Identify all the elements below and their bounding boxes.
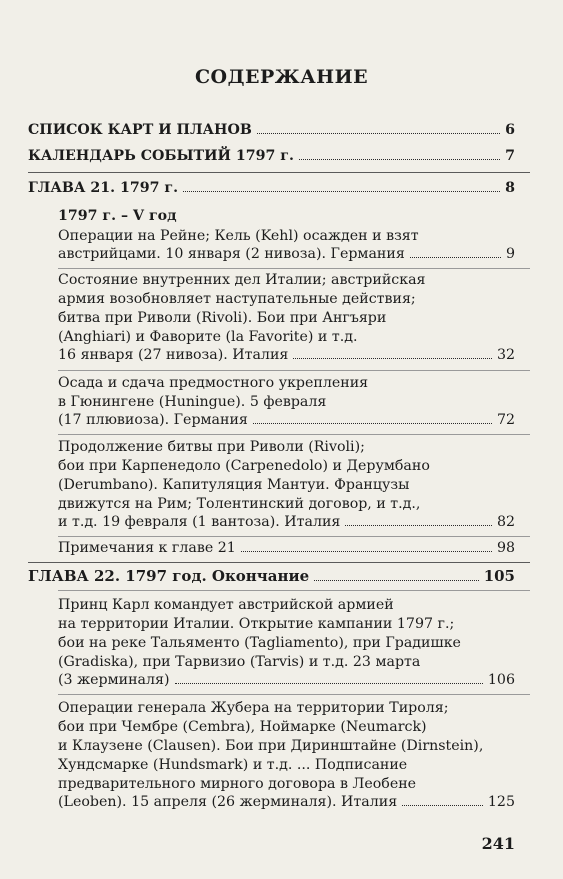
toc-entry-title: 16 января (27 нивоза). Италия — [58, 347, 289, 363]
entry-text-line: предварительного мирного договора в Леобене — [58, 776, 417, 792]
toc-subentry[interactable] — [0, 512, 563, 532]
entry-text-line: Операции генерала Жубера на территории Тироля; — [58, 700, 449, 716]
leader-dots — [410, 257, 501, 258]
toc-entry-title: (3 жерминаля) — [58, 672, 170, 688]
entry-text-line: битва при Риволи (Rivoli). Бои при Ангъяри — [58, 310, 387, 326]
toc-subentry[interactable] — [0, 244, 563, 264]
toc-entry-page: 125 — [487, 794, 515, 810]
entry-text-line: движутся на Рим; Толентинский договор, и т.д., — [58, 496, 421, 512]
toc-entry-page: 72 — [496, 412, 515, 428]
leader-dots — [257, 133, 500, 134]
entry-text-line: бои на реке Тальяменто (Tagliamento), при Градишке — [58, 635, 461, 651]
toc-subentry[interactable] — [0, 345, 563, 365]
toc-entry-page: 8 — [505, 180, 515, 196]
leader-dots — [293, 358, 492, 359]
entry-text-line: армия возобновляет наступательные действия; — [58, 291, 416, 307]
toc-entry-page: 32 — [496, 347, 515, 363]
toc-entry-title: ГЛАВА 22. 1797 год. Окончание — [28, 567, 310, 585]
entry-divider — [58, 370, 530, 371]
entry-divider — [58, 536, 530, 537]
leader-dots — [402, 805, 483, 806]
leader-dots — [183, 191, 500, 192]
entry-text-line: (Derumbano). Капитуляция Мантуи. Французы — [58, 477, 410, 493]
toc-entry-page: 105 — [483, 567, 515, 585]
entry-text-line: (Anghiari) и Фаворите (la Favorite) и т.д. — [58, 329, 358, 345]
toc-subentry[interactable] — [0, 670, 563, 690]
entry-text-line: Продолжение битвы при Риволи (Rivoli); — [58, 439, 365, 455]
toc-subentry[interactable] — [0, 410, 563, 430]
leader-dots — [253, 423, 492, 424]
toc-entry-page: 7 — [505, 148, 515, 164]
section-divider — [28, 172, 530, 173]
toc-entry-title: ГЛАВА 21. 1797 г. — [28, 180, 179, 196]
entry-text-line: на территории Италии. Открытие кампании 1797 г.; — [58, 616, 455, 632]
leader-dots — [345, 525, 492, 526]
entry-divider — [58, 434, 530, 435]
toc-entry-chapter-21[interactable] — [0, 178, 563, 198]
page-title: СОДЕРЖАНИЕ — [194, 66, 369, 88]
entry-text-line: (Gradiska), при Тарвизио (Tarvis) и т.д. 23 марта — [58, 654, 421, 670]
leader-dots — [175, 683, 483, 684]
entry-text-line: бои при Карпенедоло (Carpenedolo) и Дерумбано — [58, 458, 430, 474]
entry-text-line: бои при Чембре (Cembra), Ноймарке (Neumarck) — [58, 719, 427, 735]
toc-entry-title: СПИСОК КАРТ И ПЛАНОВ — [28, 122, 252, 138]
toc-entry-page: 82 — [496, 514, 515, 530]
entry-text-line: Хундсмарке (Hundsmark) и т.д. ... Подписание — [58, 757, 408, 773]
entry-text-line: Осада и сдача предмостного укрепления — [58, 375, 369, 391]
entry-divider — [58, 590, 530, 591]
entry-text-line: в Гюнингене (Huningue). 5 февраля — [58, 394, 327, 410]
page-number: 241 — [481, 834, 515, 853]
toc-entry-page: 106 — [487, 672, 515, 688]
toc-entry-title: КАЛЕНДАРЬ СОБЫТИЙ 1797 г. — [28, 148, 294, 164]
entry-text-line: Принц Карл командует австрийской армией — [58, 597, 394, 613]
toc-entry-title: австрийцами. 10 января (2 нивоза). Германия — [58, 246, 405, 262]
entry-divider — [58, 694, 530, 695]
section-divider — [28, 562, 530, 563]
toc-entry-title: Примечания к главе 21 — [58, 540, 236, 556]
entry-text-line: Состояние внутренних дел Италии; австрийская — [58, 272, 426, 288]
toc-entry-calendar[interactable] — [0, 146, 563, 166]
toc-subentry[interactable] — [0, 792, 563, 812]
toc-entry-chapter-22[interactable] — [0, 566, 563, 586]
toc-entry-page: 9 — [505, 246, 515, 262]
leader-dots — [299, 159, 500, 160]
leader-dots — [241, 551, 492, 552]
toc-entry-page: 6 — [505, 122, 515, 138]
toc-entry-title: (17 плювиоза). Германия — [58, 412, 248, 428]
toc-subentry-notes[interactable] — [0, 538, 563, 558]
entry-divider — [58, 268, 530, 269]
entry-text-line: Операции на Рейне; Кель (Kehl) осажден и взят — [58, 228, 419, 244]
toc-entry-maps[interactable] — [0, 120, 563, 140]
toc-entry-page: 98 — [496, 540, 515, 556]
toc-entry-title: (Leoben). 15 апреля (26 жерминаля). Италия — [58, 794, 398, 810]
subsection-heading: 1797 г. – V год — [58, 208, 177, 224]
leader-dots — [314, 580, 479, 581]
toc-entry-title: и т.д. 19 февраля (1 вантоза). Италия — [58, 514, 341, 530]
entry-text-line: и Клаузене (Clausen). Бои при Диринштайне (Dirnstein), — [58, 738, 484, 754]
